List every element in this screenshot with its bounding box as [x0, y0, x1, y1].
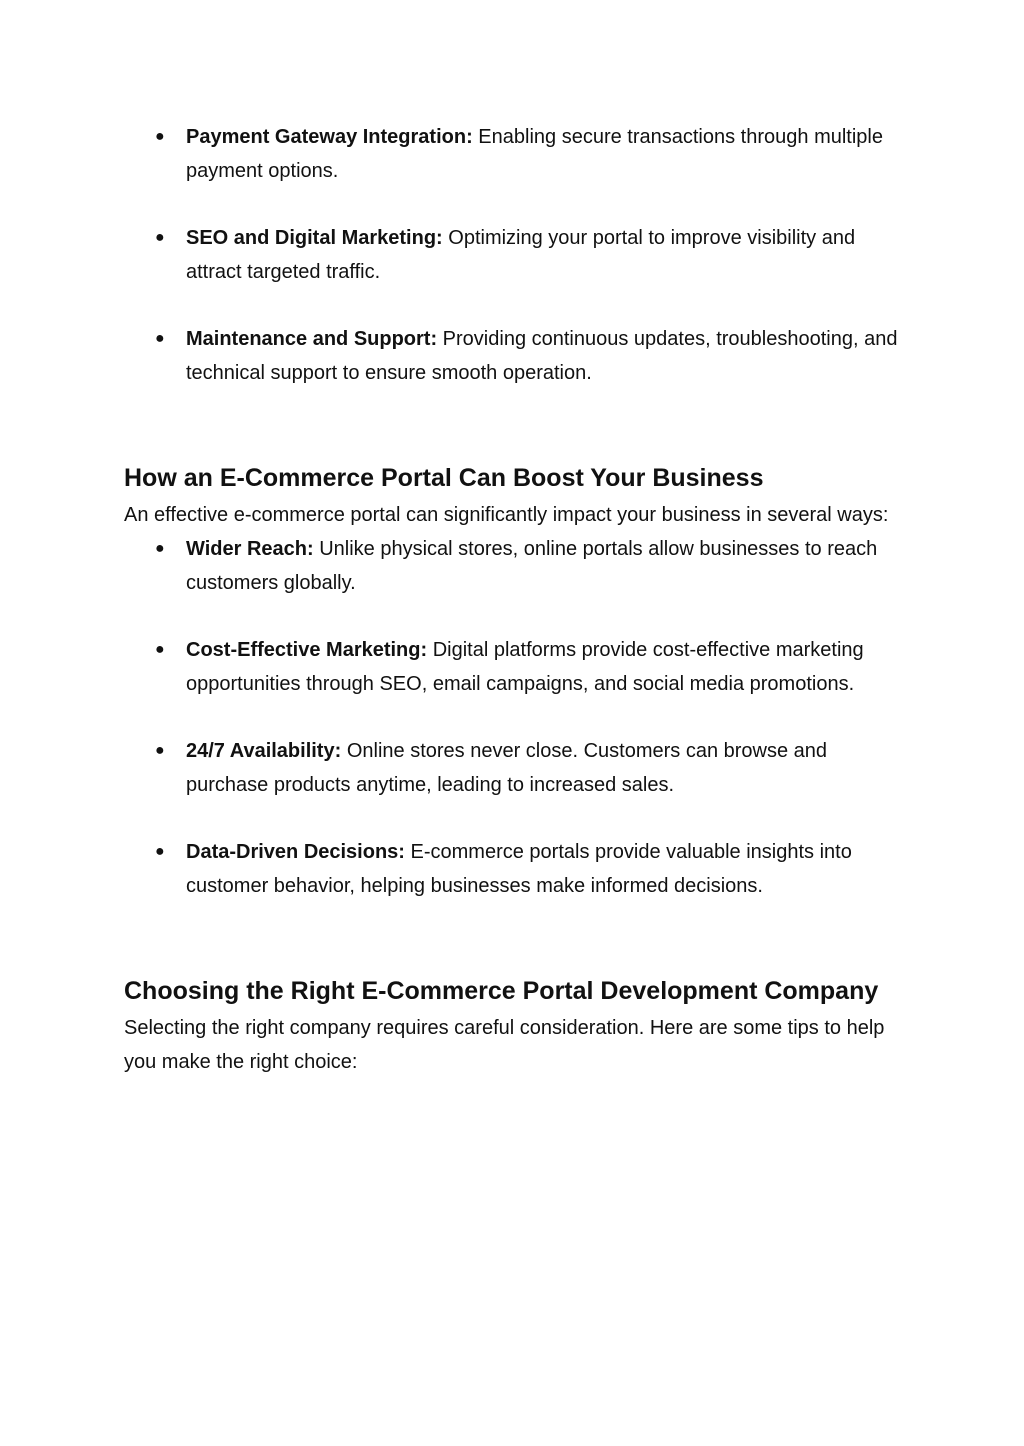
item-text: Unlike physical stores, online portals allow businesses to reach customers globally.: [186, 538, 878, 594]
document-page: [124, 120, 904, 1079]
section-heading-choose: Choosing the Right E-Commerce Portal Development Company: [124, 977, 879, 1005]
list-item: [155, 221, 904, 289]
bullet-icon: ●: [155, 128, 165, 145]
bullet-icon: ●: [155, 229, 165, 246]
services-list: [124, 120, 904, 390]
item-text: Providing continuous updates, troubleshooting, and technical support to ensure smooth operation.: [186, 328, 898, 384]
item-term: 24/7 Availability:: [186, 740, 342, 762]
item-text: Optimizing your portal to improve visibility and attract targeted traffic.: [186, 227, 856, 283]
section-intro-boost: An effective e-commerce portal can significantly impact your business in several ways:: [124, 504, 889, 526]
list-item: [155, 734, 904, 802]
benefits-list: [124, 532, 904, 903]
item-term: Wider Reach:: [186, 538, 314, 560]
section-intro-choose: Selecting the right company requires careful consideration. Here are some tips to help you make the right choice:: [124, 1017, 885, 1073]
section-heading-boost: How an E-Commerce Portal Can Boost Your Business: [124, 464, 764, 492]
bullet-icon: ●: [155, 641, 165, 658]
item-text: E-commerce portals provide valuable insights into customer behavior, helping businesses make informed decisions.: [186, 841, 852, 897]
item-text: Digital platforms provide cost-effective marketing opportunities through SEO, email campaigns, and social media promotions.: [186, 639, 864, 695]
item-term: Cost-Effective Marketing:: [186, 639, 428, 661]
bullet-icon: ●: [155, 843, 165, 860]
item-text: Online stores never close. Customers can browse and purchase products anytime, leading to increased sales.: [186, 740, 828, 796]
bullet-icon: ●: [155, 742, 165, 759]
list-item: [155, 835, 904, 903]
bullet-icon: ●: [155, 540, 165, 557]
bullet-icon: ●: [155, 330, 165, 347]
item-text: Enabling secure transactions through multiple payment options.: [186, 126, 883, 182]
item-term: Payment Gateway Integration:: [186, 126, 473, 148]
list-item: [155, 120, 904, 188]
list-item: [155, 633, 904, 701]
list-item: [155, 532, 904, 600]
item-term: Data-Driven Decisions:: [186, 841, 405, 863]
item-term: SEO and Digital Marketing:: [186, 227, 443, 249]
item-term: Maintenance and Support:: [186, 328, 438, 350]
list-item: [155, 322, 904, 390]
